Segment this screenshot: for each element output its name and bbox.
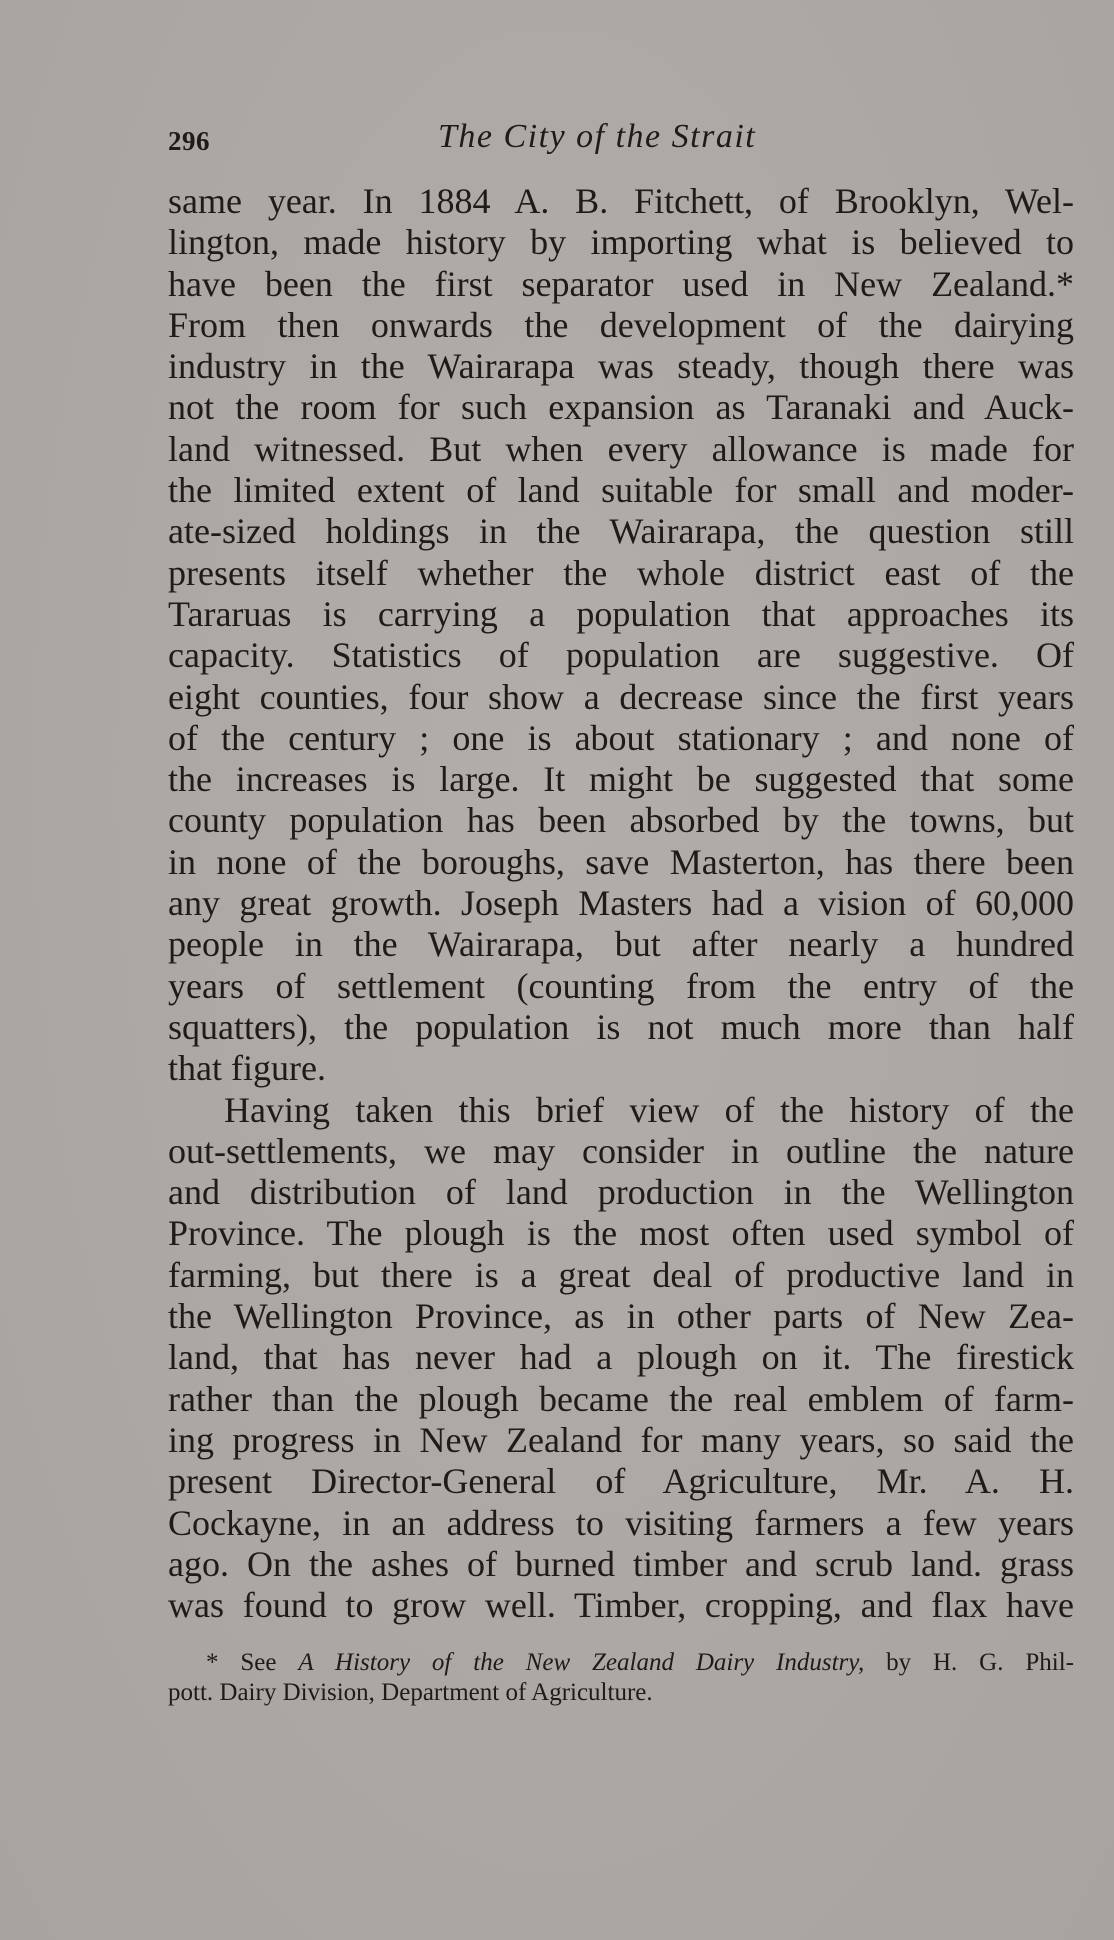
text-line: lington, made history by importing what is believed to (168, 222, 1074, 263)
footnote-author: by H. G. Phil- (864, 1649, 1074, 1676)
text-line: Cockayne, in an address to visiting farmers a few years (168, 1502, 1074, 1543)
text-line: presents itself whether the whole district east of the (168, 552, 1074, 593)
body-text (168, 181, 1074, 1626)
text-line: years of settlement (counting from the entry of the (168, 965, 1074, 1006)
page-number: 296 (168, 126, 210, 156)
text-line: and distribution of land production in the Wellington (168, 1172, 1074, 1213)
text-line: county population has been absorbed by the towns, but (168, 800, 1074, 841)
text-line: eight counties, four show a decrease since the first years (168, 676, 1074, 717)
footnote-cited-title: A History of the New Zealand Dairy Industry, (298, 1649, 865, 1676)
text-line: Having taken this brief view of the history of the (224, 1089, 1074, 1130)
text-line: Province. The plough is the most often used symbol of (168, 1213, 1074, 1254)
text-line: have been the first separator used in New Zealand.* (168, 263, 1074, 304)
text-line: ate-sized holdings in the Wairarapa, the question still (168, 511, 1074, 552)
paragraph-2 (168, 1090, 1074, 1627)
text-line: was found to grow well. Timber, cropping, and flax have (168, 1585, 1074, 1626)
text-line: squatters), the population is not much more than half (168, 1006, 1074, 1047)
text-line: the limited extent of land suitable for small and moder- (168, 470, 1074, 511)
text-line: the increases is large. It might be suggested that some (168, 759, 1074, 800)
footnote-line: pott. Dairy Division, Department of Agriculture. (168, 1679, 653, 1706)
text-line: the Wellington Province, as in other parts of New Zea- (168, 1296, 1074, 1337)
running-title: The City of the Strait (438, 118, 757, 155)
text-line: out-settlements, we may consider in outline the nature (168, 1130, 1074, 1171)
paragraph-1 (168, 181, 1074, 1090)
text-line: in none of the boroughs, save Masterton, has there been (168, 841, 1074, 882)
text-line: ago. On the ashes of burned timber and scrub land. grass (168, 1543, 1074, 1584)
text-line: farming, but there is a great deal of productive land in (168, 1254, 1074, 1295)
text-line: same year. In 1884 A. B. Fitchett, of Brooklyn, Wel- (168, 181, 1074, 221)
text-line: land, that has never had a plough on it. The firestick (168, 1337, 1074, 1378)
text-line: present Director-General of Agriculture, Mr. A. H. (168, 1461, 1074, 1502)
text-line: capacity. Statistics of population are suggestive. Of (168, 635, 1074, 676)
text-line: not the room for such expansion as Taranaki and Auck- (168, 387, 1074, 428)
text-line: ing progress in New Zealand for many years, so said the (168, 1419, 1074, 1460)
text-line: Tararuas is carrying a population that approaches its (168, 593, 1074, 634)
text-line: industry in the Wairarapa was steady, though there was (168, 346, 1074, 387)
footnote-marker: * See (206, 1649, 299, 1676)
text-line: people in the Wairarapa, but after nearly a hundred (168, 924, 1074, 965)
text-line: that figure. (168, 1048, 326, 1089)
footnote (168, 1648, 1074, 1708)
footnote-line (168, 1648, 1074, 1678)
text-line: any great growth. Joseph Masters had a vision of 60,000 (168, 883, 1074, 924)
text-line: From then onwards the development of the dairying (168, 304, 1074, 345)
text-line: of the century ; one is about stationary ; and none of (168, 717, 1074, 758)
page-header (168, 118, 1074, 158)
text-line: land witnessed. But when every allowance is made for (168, 428, 1074, 469)
text-line: rather than the plough became the real emblem of farm- (168, 1378, 1074, 1419)
